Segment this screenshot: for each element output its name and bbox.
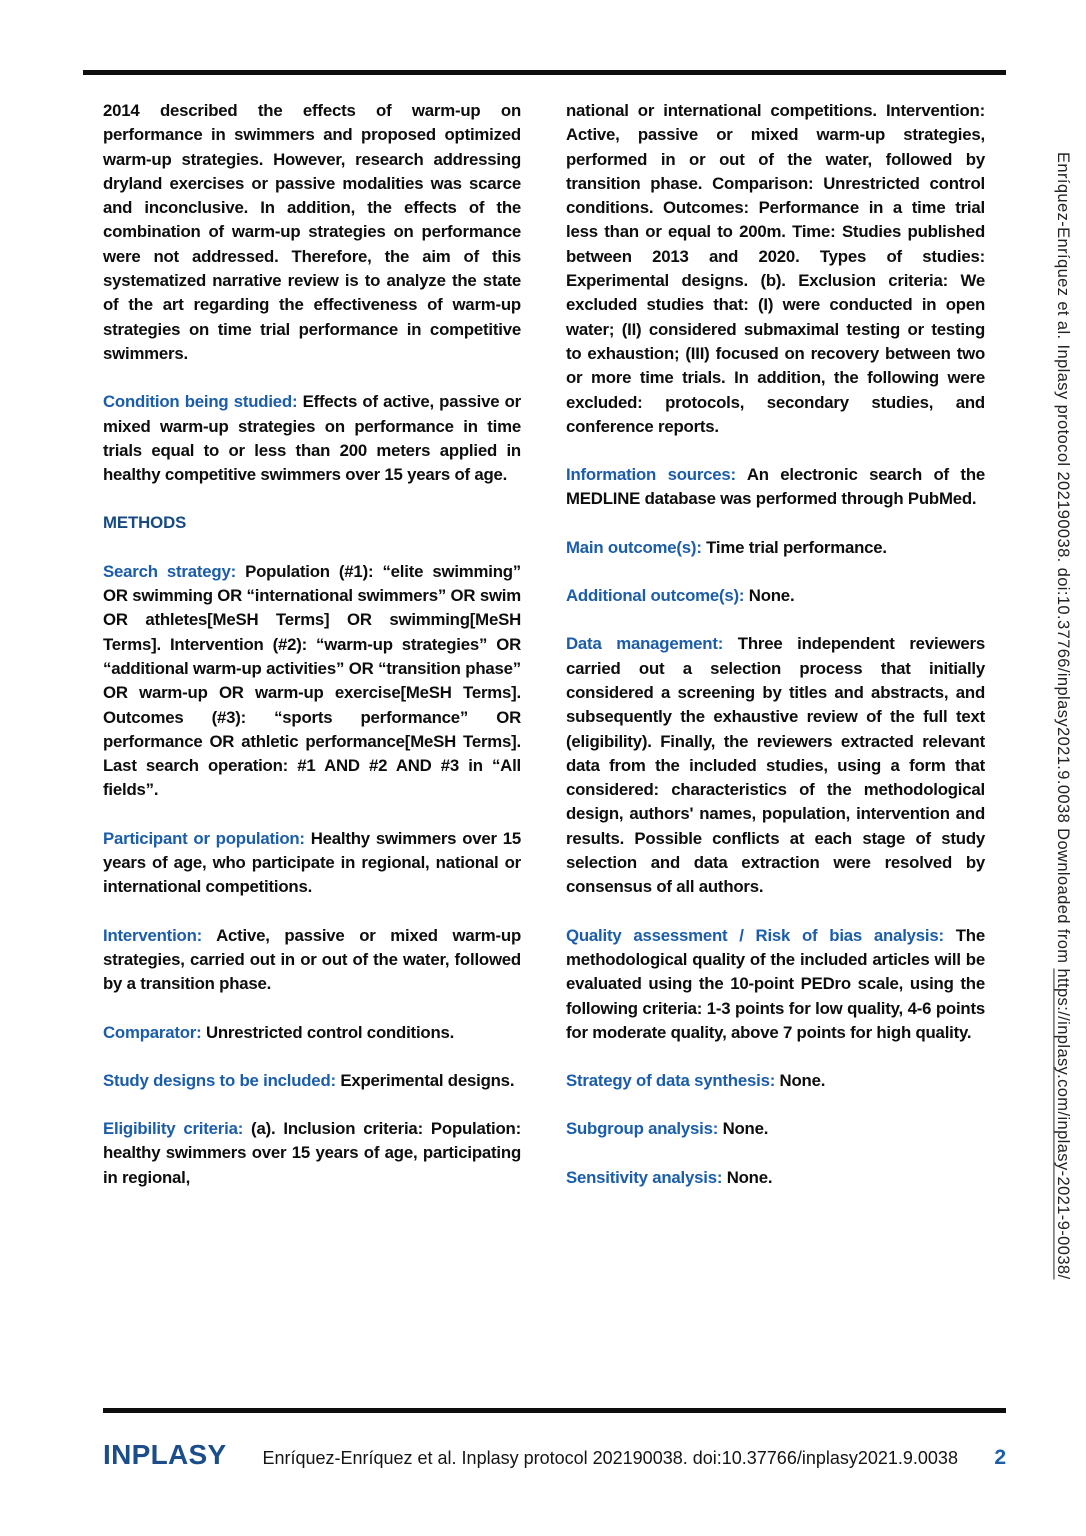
paragraph-intervention <box>103 924 521 997</box>
paragraph-condition <box>103 390 521 487</box>
paragraph-text: 2014 described the effects of warm-up on performance in swimmers and proposed optimized warm-up strategies. However, research addressing dryland exercises or passive modalities was scarce and inconclusive. In addition, the effects of the combination of warm-up strategies on performance were not addressed. Therefore, the aim of this systematized narrative review is to analyze the state of the art regarding the effectiveness of warm-up strategies on time trial performance in competitive swimmers. <box>103 101 521 363</box>
right-column <box>566 99 985 1190</box>
section-label: Data management: <box>566 634 724 654</box>
section-label: Search strategy: <box>103 561 236 581</box>
section-label: Participant or population: <box>103 828 305 848</box>
section-label: Main outcome(s): <box>566 537 702 557</box>
sidebar-citation-text: Enríquez-Enríquez et al. Inplasy protocol 202190038. doi:10.37766/inplasy2021.9.0038 Downloaded from <box>1054 152 1072 969</box>
two-column-body <box>103 99 985 1190</box>
footer-rule <box>103 1408 1006 1413</box>
paragraph-text: None. <box>722 1167 773 1187</box>
paragraph-comparator <box>103 1021 521 1045</box>
paragraph-text: Time trial performance. <box>701 537 887 557</box>
paragraph-data-management <box>566 632 985 899</box>
section-label: Eligibility criteria: <box>103 1119 244 1139</box>
section-label: Comparator: <box>103 1022 202 1042</box>
paragraph-information-sources <box>566 463 985 512</box>
section-label: Condition being studied: <box>103 392 298 412</box>
top-rule <box>83 70 1006 75</box>
page-footer <box>103 1408 1006 1471</box>
sidebar-citation-link[interactable]: https://inplasy.com/inplasy-2021-9-0038/ <box>1054 968 1072 1280</box>
section-label: Intervention: <box>103 925 203 945</box>
paragraph-text: Active, passive or mixed warm-up strategies, carried out in or out of the water, followed by a transition phase. <box>103 925 521 994</box>
paragraph-text: Population (#1): “elite swimming” OR swimming OR “international swimmers” OR swim OR athletes[MeSH Terms] OR swimming[MeSH Terms]. Intervention (#2): “warm-up strategies” OR “additional warm-up activities” OR “transition phase” OR warm-up OR warm-up exercise[MeSH Terms]. Outcomes (#3): “sports performance” OR performance OR athletic performance[MeSH Terms]. Last search operation: #1 AND #2 AND #3 in “All fields”. <box>103 561 521 800</box>
page-number: 2 <box>994 1446 1006 1469</box>
footer-row <box>103 1439 1006 1471</box>
section-label: Sensitivity analysis: <box>566 1167 723 1187</box>
paragraph-eligibility <box>103 1117 521 1190</box>
section-label: Strategy of data synthesis: <box>566 1071 776 1091</box>
section-label: Study designs to be included: <box>103 1070 336 1090</box>
section-label: Information sources: <box>566 465 736 485</box>
paragraph-strategy-of-data-synthesis <box>566 1069 985 1093</box>
inplasy-logo: INPLASY <box>103 1439 227 1470</box>
left-column <box>103 99 521 1190</box>
paragraph-main-outcome <box>566 536 985 560</box>
paragraph-text: (a). Inclusion criteria: Population: healthy swimmers over 15 years of age, participating in regional, <box>103 1119 521 1187</box>
paragraph-eligibility-continued <box>566 99 985 439</box>
footer-citation: Enríquez-Enríquez et al. Inplasy protocol 202190038. doi:10.37766/inplasy2021.9.0038 <box>262 1448 958 1468</box>
paragraph-text: None. <box>775 1071 826 1091</box>
paragraph-intro <box>103 99 521 366</box>
paragraph-text: Healthy swimmers over 15 years of age, who participate in regional, national or international competitions. <box>103 828 521 897</box>
paragraph-text: None. <box>744 586 795 606</box>
section-label: Subgroup analysis: <box>566 1119 719 1139</box>
paragraph-additional-outcome <box>566 584 985 608</box>
paragraph-text: Effects of active, passive or mixed warm-up strategies on performance in time trials equal to or less than 200 meters applied in healthy competitive swimmers over 15 years of age. <box>103 392 521 485</box>
vertical-citation-sidebar <box>1053 152 1072 1279</box>
paragraph-text: Experimental designs. <box>335 1070 515 1090</box>
paragraph-study-designs <box>103 1069 521 1093</box>
paragraph-text: national or international competitions. Intervention: Active, passive or mixed warm-up strategies, performed in or out of the water, followed by transition phase. Comparison: Unrestricted control conditions. Outcomes: Performance in a time trial less than or equal to 200m. Time: Studies published between 2013 and 2020. Types of studies: Experimental designs. (b). Exclusion criteria: We excluded studies that: (I) were conducted in open water; (II) considered submaximal testing or testing to exhaustion; (III) focused on recovery between two or more time trials. In addition, the following were excluded: protocols, secondary studies, and conference reports. <box>566 101 985 436</box>
paragraph-search-strategy <box>103 560 521 803</box>
paragraph-subgroup-analysis <box>566 1117 985 1141</box>
paragraph-text: The methodological quality of the included articles will be evaluated using the 10-point PEDro scale, using the following criteria: 1-3 points for low quality, 4-6 points for moderate quality, above 7 points for high quality. <box>566 925 985 1042</box>
paragraph-quality-assessment <box>566 924 985 1045</box>
methods-heading: METHODS <box>103 513 187 533</box>
paragraph-text: Three independent reviewers carried out a selection process that initially considered a screening by titles and abstracts, and subsequently the exhaustive review of the full text (eligibility). Finally, the reviewers extracted relevant data from the included studies, using a form that considered: characteristics of the methodological design, authors' names, population, intervention and results. Possible conflicts at each stage of study selection and data extraction were resolved by consensus of all authors. <box>566 634 985 897</box>
paragraph-text: None. <box>718 1119 769 1139</box>
paragraph-sensitivity-analysis <box>566 1166 985 1190</box>
paragraph-participant <box>103 827 521 900</box>
section-label: Additional outcome(s): <box>566 586 745 606</box>
paragraph-text: Unrestricted control conditions. <box>201 1022 455 1042</box>
section-label: Quality assessment / Risk of bias analysis: <box>566 925 944 945</box>
paragraph-text: An electronic search of the MEDLINE database was performed through PubMed. <box>566 465 986 509</box>
